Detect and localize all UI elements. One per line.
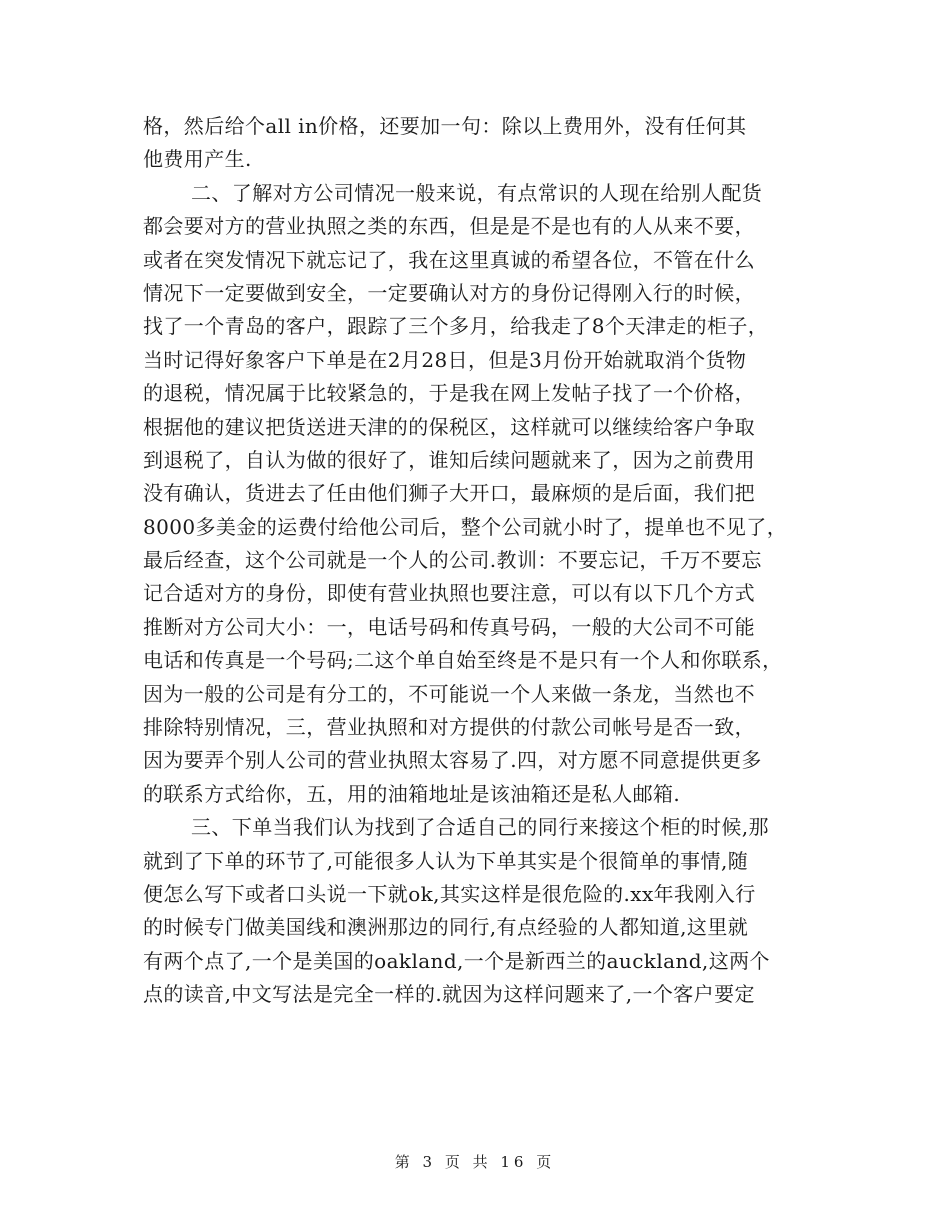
text-line: 格，然后给个all in价格，还要加一句：除以上费用外，没有任何其 — [143, 114, 747, 138]
text-line: 便怎么写下或者口头说一下就ok,其实这样是很危险的.xx年我刚入行 — [143, 881, 756, 906]
text-line: 找了一个青岛的客户，跟踪了三个多月，给我走了8个天津走的柜子， — [143, 314, 769, 339]
text-line: 情况下一定要做到安全，一定要确认对方的身份记得刚入行的时候， — [143, 280, 755, 305]
text-line: 或者在突发情况下就忘记了，我在这里真诚的希望各位，不管在什么 — [143, 247, 755, 272]
text-line: 的退税，情况属于比较紧急的，于是我在网上发帖子找了一个价格， — [143, 381, 755, 406]
text-line: 有两个点了,一个是美国的oakland,一个是新西兰的auckland,这两个 — [143, 948, 770, 973]
text-line: 因为一般的公司是有分工的，不可能说一个人来做一条龙，当然也不 — [143, 681, 755, 706]
text-line: 记合适对方的身份，即使有营业执照也要注意，可以有以下几个方式 — [143, 581, 755, 606]
text-line: 的联系方式给你，五，用的油箱地址是该油箱还是私人邮箱. — [143, 781, 681, 806]
text-line: 当时记得好象客户下单是在2月28日，但是3月份开始就取消个货物 — [143, 347, 747, 372]
text-line: 二、了解对方公司情况一般来说，有点常识的人现在给别人配货 — [191, 180, 763, 205]
text-line: 没有确认，货进去了任由他们狮子大开口，最麻烦的是后面，我们把 — [143, 481, 755, 506]
text-line: 三、下单当我们认为找到了合适自己的同行来接这个柜的时候,那 — [191, 815, 769, 840]
text-line: 推断对方公司大小：一，电话号码和传真号码，一般的大公司不可能 — [143, 614, 755, 639]
document-body — [143, 110, 823, 1012]
text-line: 根据他的建议把货送进天津的的保税区，这样就可以继续给客户争取 — [143, 414, 755, 439]
text-line: 就到了下单的环节了,可能很多人认为下单其实是个很简单的事情,随 — [143, 848, 749, 873]
text-line: 都会要对方的营业执照之类的东西，但是是不是也有的人从来不要， — [143, 214, 755, 239]
text-line: 排除特别情况，三，营业执照和对方提供的付款公司帐号是否一致， — [143, 715, 755, 740]
text-line: 的时候专门做美国线和澳洲那边的同行,有点经验的人都知道,这里就 — [143, 915, 749, 940]
text-line: 到退税了，自认为做的很好了，谁知后续问题就来了，因为之前费用 — [143, 447, 755, 472]
text-line: 8000多美金的运费付给他公司后，整个公司就小时了，提单也不见了， — [143, 514, 788, 539]
text-line: 最后经查，这个公司就是一个人的公司.教训：不要忘记，千万不要忘 — [143, 548, 762, 573]
text-line: 电话和传真是一个号码;二这个单自始至终是不是只有一个人和你联系， — [143, 648, 783, 673]
text-line: 点的读音,中文写法是完全一样的.就因为这样问题来了,一个客户要定 — [143, 982, 755, 1007]
text-line: 因为要弄个别人公司的营业执照太容易了.四，对方愿不同意提供更多 — [143, 748, 762, 773]
page-footer: 第 3 页 共 16 页 — [394, 1153, 556, 1171]
text-line: 他费用产生. — [143, 147, 252, 172]
